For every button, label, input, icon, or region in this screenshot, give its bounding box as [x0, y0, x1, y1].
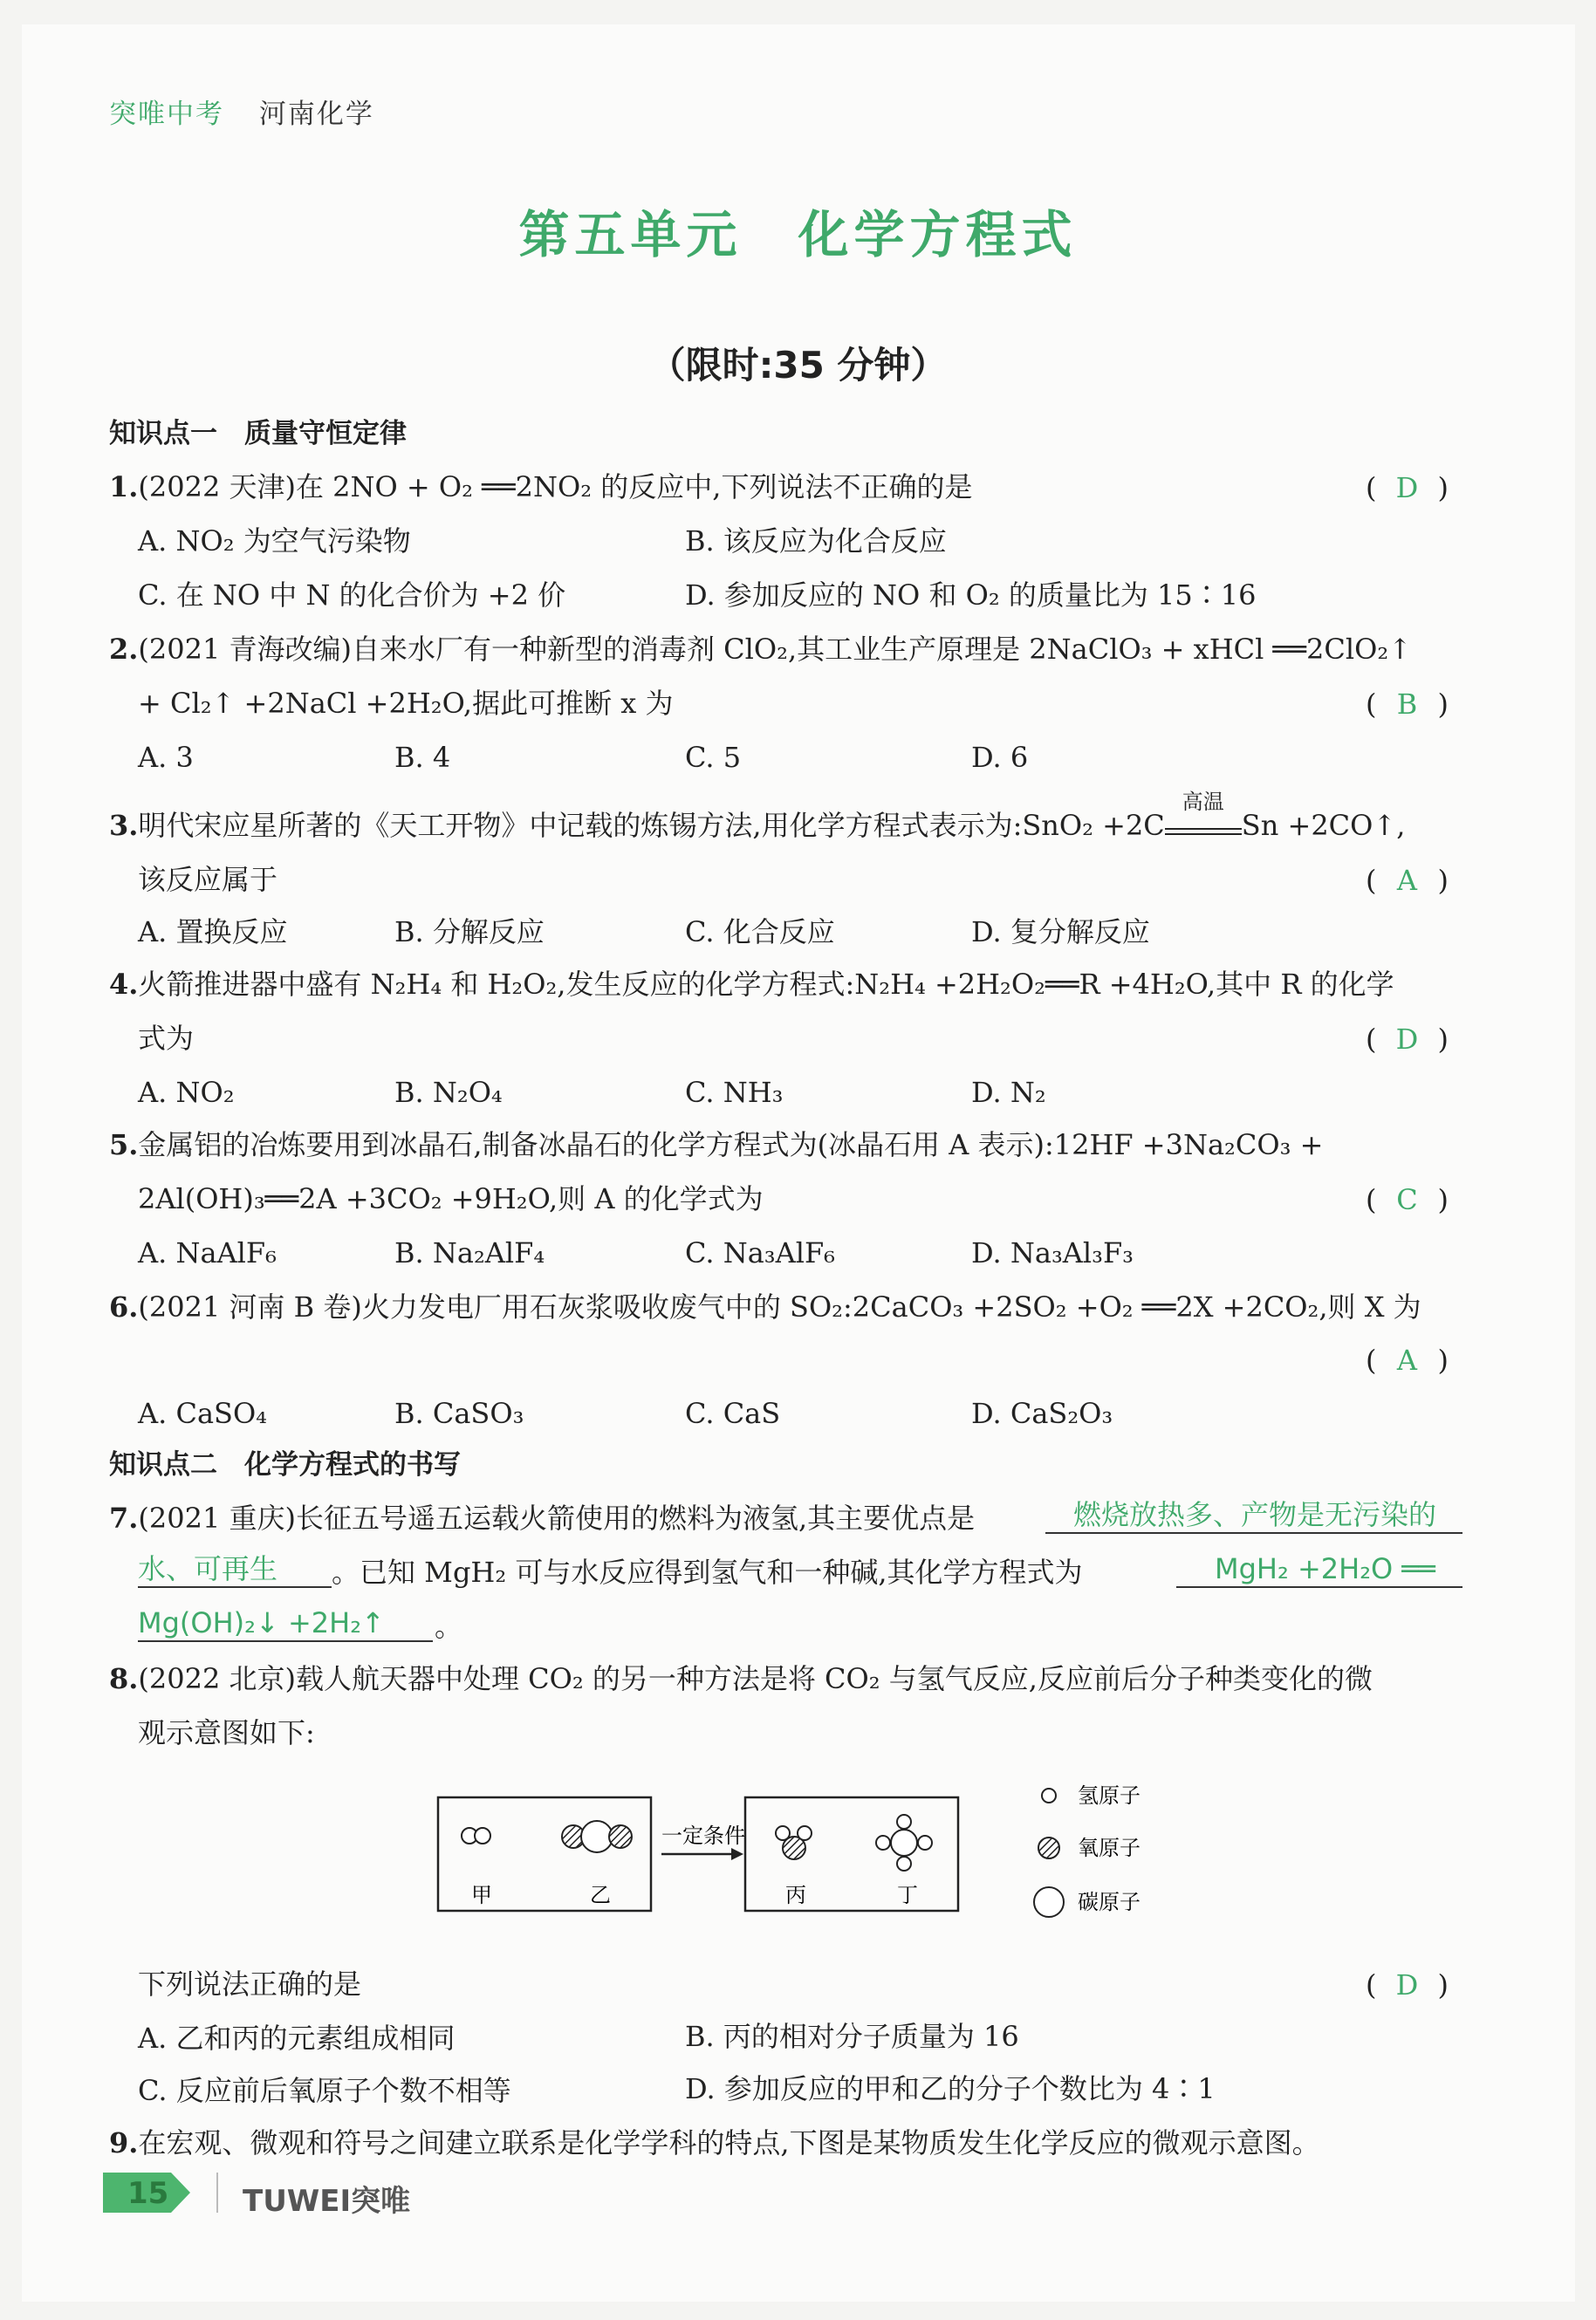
q4-option-c: C. NH₃: [685, 1076, 784, 1109]
q7-blank1-underline-b: [138, 1586, 332, 1588]
question-text: (2021 河南 B 卷)火力发电厂用石灰浆吸收废气中的 SO₂:2CaCO₃ +2SO₂ +O₂ ══2X +2CO₂,则 X 为: [138, 1290, 1421, 1324]
answer-6: ( A ): [1366, 1344, 1449, 1377]
question-number: 9.: [109, 2126, 139, 2159]
header-subject: 河南化学: [258, 99, 374, 130]
q3-option-c: C. 化合反应: [685, 915, 835, 948]
oxygen-atom: [609, 1825, 632, 1848]
question-8: [109, 1662, 1373, 1695]
answer-8: ( D ): [1366, 1968, 1449, 2002]
answer-2: ( B ): [1366, 688, 1449, 721]
q4-option-d: D. N₂: [971, 1076, 1046, 1109]
q7-blank1-underline-a: [1045, 1532, 1462, 1534]
question-number: 4.: [109, 968, 139, 1001]
legend-hydrogen-icon: [1042, 1789, 1056, 1803]
q3-option-d: D. 复分解反应: [971, 915, 1150, 948]
label-jia: 甲: [471, 1883, 492, 1907]
question-1: [109, 470, 973, 503]
reaction-condition: [1165, 790, 1242, 835]
q5-option-a: A. NaAlF₆: [138, 1236, 277, 1269]
section-heading-1: 知识点一 质量守恒定律: [109, 418, 407, 449]
running-header: [109, 92, 374, 131]
question-number: 5.: [109, 1128, 139, 1161]
q5-option-d: D. Na₃Al₃F₃: [971, 1236, 1134, 1269]
hydrogen-atom: [475, 1828, 490, 1844]
q2-option-c: C. 5: [685, 741, 742, 774]
legend-oxygen-label: 氧原子: [1078, 1836, 1140, 1860]
legend-oxygen-icon: [1038, 1838, 1059, 1858]
footer-brand: TUWEI突唯: [243, 2184, 411, 2219]
q6-option-c: C. CaS: [685, 1397, 781, 1430]
footer-divider: [216, 2173, 218, 2213]
question-8-stem: 下列说法正确的是: [138, 1968, 362, 2001]
hydrogen-atom: [776, 1826, 790, 1840]
question-number: 7.: [109, 1502, 139, 1535]
question-text: 明代宋应星所著的《天工开物》中记载的炼锡方法,用化学方程式表示为:SnO₂ +2C: [138, 809, 1165, 842]
arrow-condition: 一定条件: [661, 1824, 745, 1848]
q1-option-c: C. 在 NO 中 N 的化合价为 +2 价: [138, 578, 566, 612]
q6-option-a: A. CaSO₄: [138, 1397, 267, 1430]
question-2: [109, 633, 1412, 666]
q8-option-a: A. 乙和丙的元素组成相同: [138, 2022, 456, 2055]
q2-option-a: A. 3: [138, 741, 194, 774]
question-2-line2: + Cl₂↑ +2NaCl +2H₂O,据此可推断 x 为: [138, 687, 674, 720]
carbon-atom: [891, 1830, 917, 1856]
q2-option-b: B. 4: [394, 741, 451, 774]
legend-carbon-label: 碳原子: [1078, 1890, 1140, 1914]
question-text: 金属铝的冶炼要用到冰晶石,制备冰晶石的化学方程式为(冰晶石用 A 表示):12HF +3Na₂CO₃ +: [138, 1128, 1324, 1161]
answer-letter: D: [1395, 1023, 1419, 1056]
question-number: 3.: [109, 809, 139, 842]
question-number: 6.: [109, 1290, 139, 1324]
q7-blank2-text-b: Mg(OH)₂↓ +2H₂↑: [138, 1606, 385, 1639]
label-yi: 乙: [590, 1883, 611, 1907]
q2-option-d: D. 6: [971, 741, 1029, 774]
q7-blank1-text-b: 水、可再生: [138, 1552, 278, 1585]
header-brand: 突唯中考: [109, 99, 224, 130]
reactant-box: [438, 1797, 651, 1911]
label-ding: 丁: [897, 1883, 918, 1907]
answer-3: ( A ): [1366, 864, 1449, 897]
q1-option-a: A. NO₂ 为空气污染物: [138, 524, 411, 558]
hydrogen-atom: [897, 1815, 911, 1829]
q7-blank1-text-a: 燃烧放热多、产物是无污染的: [1073, 1498, 1437, 1531]
product-box: [745, 1797, 958, 1911]
answer-5: ( C ): [1366, 1183, 1449, 1216]
condition-label: 高温: [1182, 790, 1224, 814]
q8-option-d: D. 参加反应的甲和乙的分子个数比为 4∶1: [685, 2072, 1216, 2105]
q8-option-c: C. 反应前后氧原子个数不相等: [138, 2074, 511, 2107]
question-5: [109, 1128, 1324, 1161]
question-8-line2: 观示意图如下:: [138, 1716, 315, 1749]
q5-option-c: C. Na₃AlF₆: [685, 1236, 835, 1269]
hydrogen-atom: [876, 1836, 890, 1850]
question-4: [109, 968, 1394, 1001]
equals-sign: [1165, 828, 1242, 835]
q8-option-b: B. 丙的相对分子质量为 16: [685, 2020, 1019, 2053]
q4-option-b: B. N₂O₄: [394, 1076, 503, 1109]
molecule-diagram: [428, 1773, 1195, 1921]
question-7: [109, 1502, 976, 1535]
q7-blank2-underline-a: [1176, 1586, 1462, 1588]
question-text: 火箭推进器中盛有 N₂H₄ 和 H₂O₂,发生反应的化学方程式:N₂H₄ +2H₂O₂══R +4H₂O,其中 R 的化学: [138, 968, 1394, 1001]
page-number-badge: [103, 2173, 190, 2213]
q7-blank2-text-a: MgH₂ +2H₂O ══: [1215, 1552, 1435, 1585]
question-number: 1.: [109, 470, 139, 503]
q7-blank2-underline-b: [138, 1640, 433, 1642]
unit-title: 第五单元 化学方程式: [518, 205, 1078, 264]
question-3-line2: 该反应属于: [138, 863, 278, 896]
answer-letter: D: [1395, 1968, 1419, 2002]
q1-option-d: D. 参加反应的 NO 和 O₂ 的质量比为 15∶16: [685, 578, 1257, 612]
question-text: (2021 青海改编)自来水厂有一种新型的消毒剂 ClO₂,其工业生产原理是 2NaClO₃ + xHCl ══2ClO₂↑: [138, 633, 1412, 666]
section-heading-2: 知识点二 化学方程式的书写: [109, 1449, 461, 1481]
answer-1: ( D ): [1366, 471, 1449, 504]
question-3: [109, 790, 1406, 842]
question-6: [109, 1290, 1421, 1324]
q4-option-a: A. NO₂: [138, 1076, 235, 1109]
answer-letter: A: [1396, 1344, 1418, 1377]
question-text: 在宏观、微观和符号之间建立联系是化学学科的特点,下图是某物质发生化学反应的微观示意图。: [138, 2126, 1320, 2159]
q6-option-b: B. CaSO₃: [394, 1397, 524, 1430]
carbon-atom: [581, 1821, 613, 1852]
q1-option-b: B. 该反应为化合反应: [685, 524, 947, 558]
question-text: (2022 北京)载人航天器中处理 CO₂ 的另一种方法是将 CO₂ 与氢气反应,反应前后分子种类变化的微: [138, 1662, 1373, 1695]
answer-4: ( D ): [1366, 1023, 1449, 1056]
question-number: 2.: [109, 633, 139, 666]
label-bing: 丙: [785, 1883, 806, 1907]
arrow-head: [731, 1848, 743, 1860]
page-number: 15: [127, 2176, 169, 2211]
question-5-line2: 2Al(OH)₃══2A +3CO₂ +9H₂O,则 A 的化学式为: [138, 1182, 764, 1215]
q3-option-a: A. 置换反应: [138, 915, 288, 948]
question-7-line2: 。已知 MgH₂ 可与水反应得到氢气和一种碱,其化学方程式为: [332, 1556, 1083, 1589]
question-text: (2022 天津)在 2NO + O₂ ══2NO₂ 的反应中,下列说法不正确的是: [138, 470, 973, 503]
q6-option-d: D. CaS₂O₃: [971, 1397, 1113, 1430]
hydrogen-atom: [798, 1826, 812, 1840]
answer-letter: B: [1396, 688, 1418, 721]
legend-carbon-icon: [1034, 1887, 1064, 1917]
question-4-line2: 式为: [138, 1022, 195, 1055]
answer-letter: D: [1395, 471, 1419, 504]
q3-option-b: B. 分解反应: [394, 915, 545, 948]
question-9: [109, 2126, 1320, 2159]
question-number: 8.: [109, 1662, 139, 1695]
answer-letter: A: [1396, 864, 1418, 897]
q5-option-b: B. Na₂AlF₄: [394, 1236, 545, 1269]
legend-hydrogen-label: 氢原子: [1078, 1783, 1140, 1808]
time-limit: （限时:35 分钟）: [648, 344, 948, 387]
question-text-tail: Sn +2CO↑,: [1241, 809, 1406, 842]
hydrogen-atom: [897, 1857, 911, 1871]
answer-letter: C: [1396, 1183, 1418, 1216]
q7-end: 。: [435, 1610, 463, 1643]
question-text: (2021 重庆)长征五号遥五运载火箭使用的燃料为液氢,其主要优点是: [138, 1502, 976, 1535]
hydrogen-atom: [918, 1836, 932, 1850]
